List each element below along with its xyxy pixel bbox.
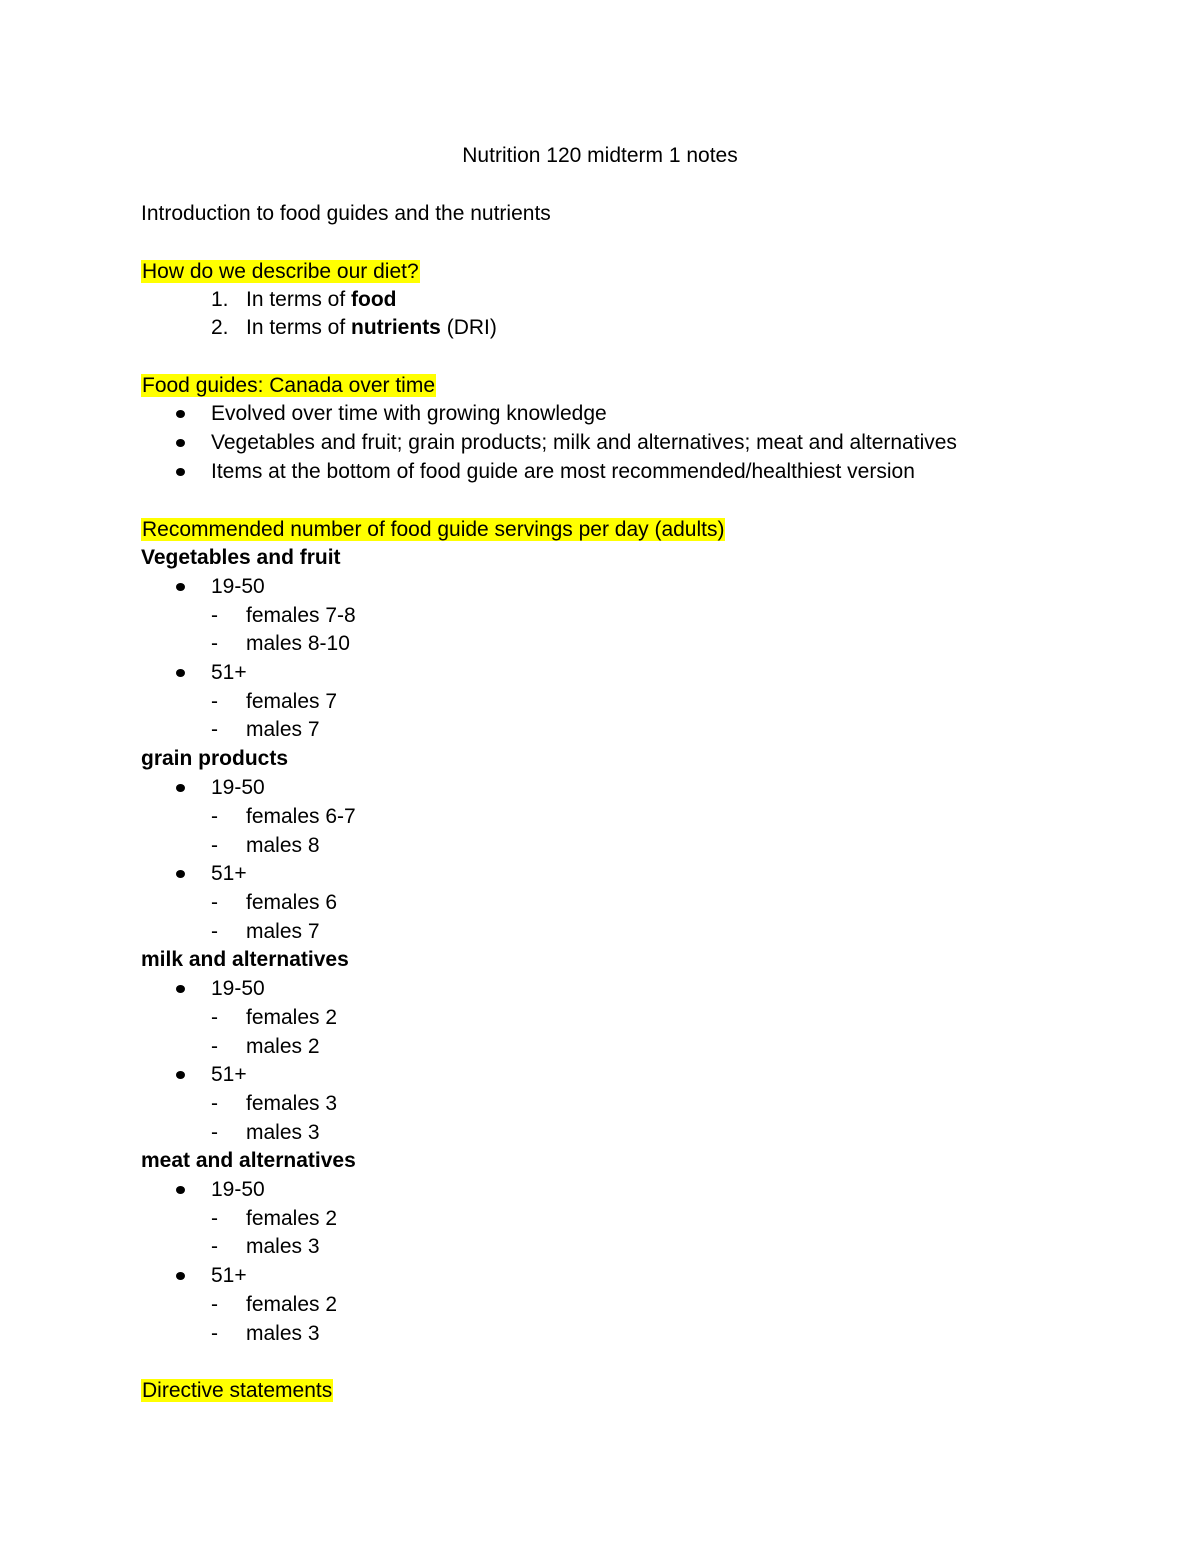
bullet-icon bbox=[176, 985, 185, 993]
age-bullet bbox=[0, 1176, 1200, 1204]
dash-marker: - bbox=[211, 920, 218, 943]
dash-marker: - bbox=[211, 632, 218, 655]
serving-text: males 7 bbox=[246, 920, 320, 943]
serving-text: males 3 bbox=[246, 1322, 320, 1345]
section-heading-servings bbox=[141, 516, 725, 544]
item-text: In terms of nutrients (DRI) bbox=[246, 316, 497, 339]
dash-marker: - bbox=[211, 891, 218, 914]
item-text: In terms of food bbox=[246, 288, 397, 311]
serving-text: males 3 bbox=[246, 1235, 320, 1258]
age-bullet bbox=[0, 975, 1200, 1003]
serving-text: females 6 bbox=[246, 891, 338, 914]
serving-text: males 3 bbox=[246, 1121, 320, 1144]
serving-text: males 2 bbox=[246, 1035, 320, 1058]
item-number: 1. bbox=[211, 288, 229, 311]
dash-item bbox=[0, 1119, 1200, 1147]
age-label: 51+ bbox=[211, 661, 247, 684]
section-heading-directive bbox=[141, 1377, 333, 1405]
numbered-item bbox=[0, 286, 1200, 314]
intro-line: Introduction to food guides and the nutrients bbox=[141, 202, 551, 225]
bullet-item bbox=[0, 458, 1200, 486]
bullet-icon bbox=[176, 870, 185, 878]
dash-marker: - bbox=[211, 1293, 218, 1316]
document-title: Nutrition 120 midterm 1 notes bbox=[462, 144, 738, 167]
age-label: 51+ bbox=[211, 1063, 247, 1086]
age-label: 19-50 bbox=[211, 977, 265, 1000]
serving-text: females 2 bbox=[246, 1207, 338, 1230]
highlighted-heading: Directive statements bbox=[142, 1379, 333, 1402]
bullet-icon bbox=[176, 784, 185, 792]
dash-item bbox=[0, 1033, 1200, 1061]
dash-marker: - bbox=[211, 1235, 218, 1258]
dash-marker: - bbox=[211, 690, 218, 713]
age-bullet bbox=[0, 1061, 1200, 1089]
dash-item bbox=[0, 889, 1200, 917]
group-heading: milk and alternatives bbox=[141, 948, 349, 971]
group-heading: Vegetables and fruit bbox=[141, 546, 341, 569]
serving-text: females 6-7 bbox=[246, 805, 356, 828]
numbered-item bbox=[0, 314, 1200, 342]
bullet-text: Items at the bottom of food guide are most recommended/healthiest version bbox=[211, 460, 915, 483]
serving-text: females 2 bbox=[246, 1006, 338, 1029]
age-bullet bbox=[0, 860, 1200, 888]
age-label: 19-50 bbox=[211, 575, 265, 598]
bullet-icon bbox=[176, 669, 185, 677]
dash-marker: - bbox=[211, 834, 218, 857]
age-label: 19-50 bbox=[211, 776, 265, 799]
dash-item bbox=[0, 716, 1200, 744]
age-bullet bbox=[0, 1262, 1200, 1290]
serving-text: males 8 bbox=[246, 834, 320, 857]
age-bullet bbox=[0, 659, 1200, 687]
highlighted-heading: Recommended number of food guide servings per day (adults) bbox=[142, 518, 725, 541]
dash-marker: - bbox=[211, 805, 218, 828]
serving-text: females 2 bbox=[246, 1293, 338, 1316]
dash-marker: - bbox=[211, 718, 218, 741]
dash-marker: - bbox=[211, 604, 218, 627]
serving-text: females 7 bbox=[246, 690, 338, 713]
age-label: 51+ bbox=[211, 1264, 247, 1287]
dash-item bbox=[0, 602, 1200, 630]
dash-marker: - bbox=[211, 1006, 218, 1029]
dash-marker: - bbox=[211, 1207, 218, 1230]
serving-text: males 7 bbox=[246, 718, 320, 741]
dash-item bbox=[0, 832, 1200, 860]
bullet-icon bbox=[176, 1186, 185, 1194]
age-label: 19-50 bbox=[211, 1178, 265, 1201]
dash-marker: - bbox=[211, 1092, 218, 1115]
bullet-text: Evolved over time with growing knowledge bbox=[211, 402, 607, 425]
dash-item bbox=[0, 630, 1200, 658]
highlighted-heading: Food guides: Canada over time bbox=[142, 374, 436, 397]
bullet-item bbox=[0, 429, 1200, 457]
serving-text: females 3 bbox=[246, 1092, 338, 1115]
dash-marker: - bbox=[211, 1035, 218, 1058]
group-heading: grain products bbox=[141, 747, 289, 770]
dash-item bbox=[0, 918, 1200, 946]
bullet-text: Vegetables and fruit; grain products; milk and alternatives; meat and alternatives bbox=[211, 431, 957, 454]
dash-item bbox=[0, 1205, 1200, 1233]
serving-text: females 7-8 bbox=[246, 604, 356, 627]
dash-marker: - bbox=[211, 1322, 218, 1345]
bullet-icon bbox=[176, 1272, 185, 1280]
bullet-icon bbox=[176, 468, 185, 476]
dash-item bbox=[0, 1320, 1200, 1348]
age-bullet bbox=[0, 774, 1200, 802]
bullet-icon bbox=[176, 410, 185, 418]
bullet-icon bbox=[176, 439, 185, 447]
dash-item bbox=[0, 803, 1200, 831]
age-bullet bbox=[0, 573, 1200, 601]
dash-item bbox=[0, 688, 1200, 716]
bullet-icon bbox=[176, 583, 185, 591]
highlighted-heading: How do we describe our diet? bbox=[142, 260, 419, 283]
dash-item bbox=[0, 1233, 1200, 1261]
bullet-icon bbox=[176, 1071, 185, 1079]
dash-item bbox=[0, 1090, 1200, 1118]
item-number: 2. bbox=[211, 316, 229, 339]
serving-text: males 8-10 bbox=[246, 632, 350, 655]
age-label: 51+ bbox=[211, 862, 247, 885]
bullet-item bbox=[0, 400, 1200, 428]
dash-item bbox=[0, 1291, 1200, 1319]
section-heading-food-guides bbox=[141, 372, 436, 400]
section-heading-diet bbox=[141, 258, 420, 286]
dash-item bbox=[0, 1004, 1200, 1032]
group-heading: meat and alternatives bbox=[141, 1149, 356, 1172]
dash-marker: - bbox=[211, 1121, 218, 1144]
